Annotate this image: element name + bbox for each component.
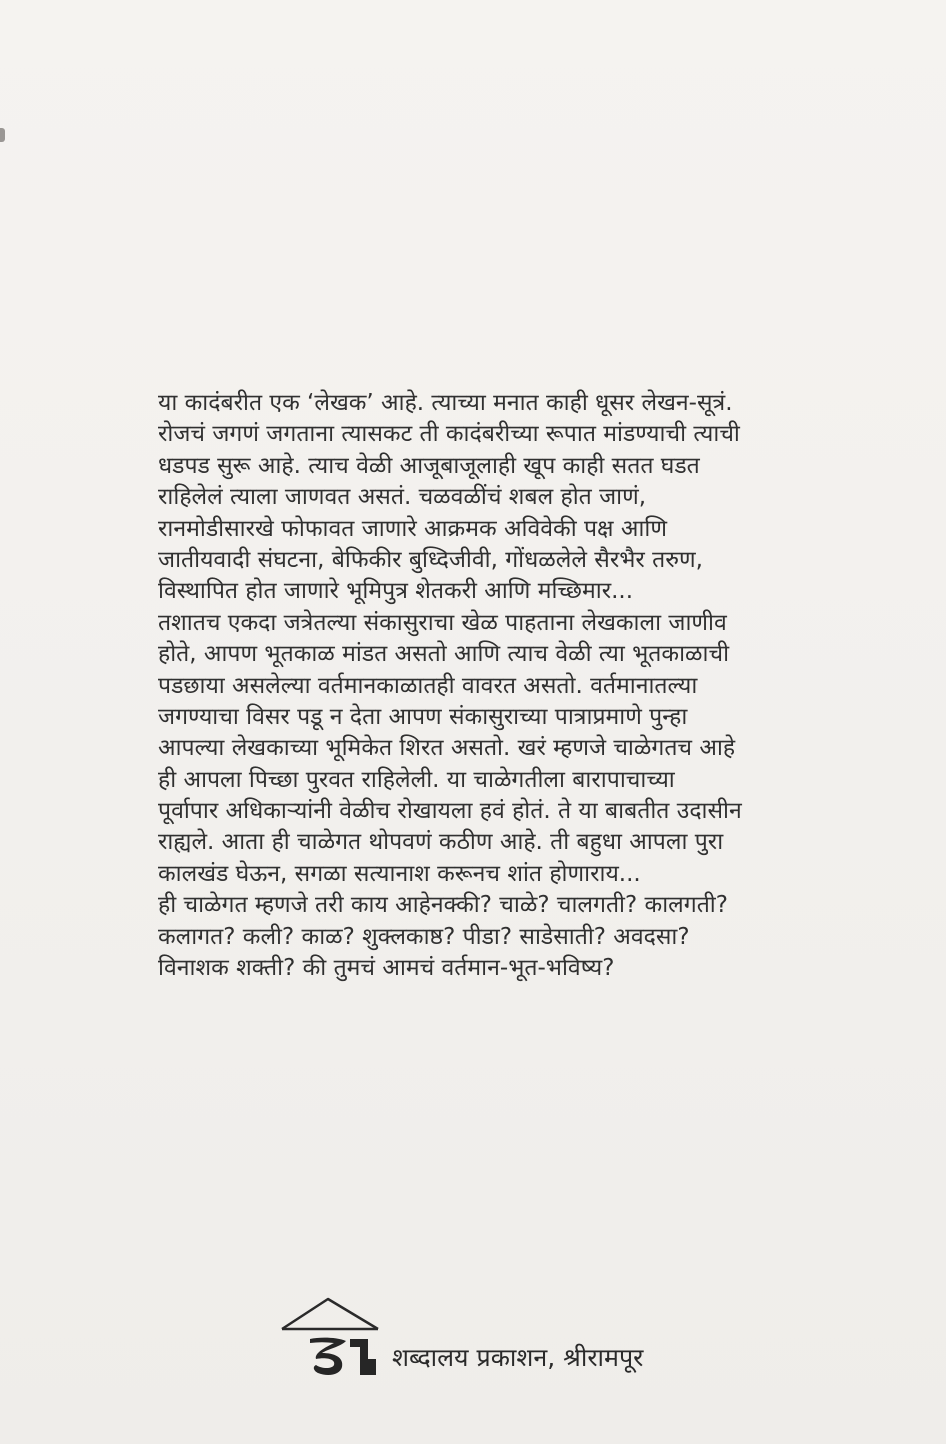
blurb-line: ही आपला पिच्छा पुरवत राहिलेली. या चाळेगतीला बारापाचाच्या: [158, 766, 675, 793]
blurb-text: [158, 388, 888, 984]
blurb-line: या कादंबरीत एक ‘लेखक’ आहे. त्याच्या मनात काही धूसर लेखन-सूत्रं.: [158, 390, 733, 416]
publisher-imprint: [270, 1295, 730, 1385]
blurb-line: रोजचं जगणं जगताना त्यासकट ती कादंबरीच्या रूपात मांडण्याची त्याची: [158, 421, 740, 448]
paper-edge-mark: [0, 128, 5, 142]
blurb-line: पडछाया असलेल्या वर्तमानकाळातही वावरत असतो. वर्तमानातल्या: [158, 672, 698, 699]
blurb-line: जगण्याचा विसर पडू न देता आपण संकासुराच्या पात्राप्रमाणे पुन्हा: [158, 703, 688, 730]
blurb-line: रानमोडीसारखे फोफावत जाणारे आक्रमक अविवेकी पक्ष आणि: [158, 515, 667, 542]
blurb-line: कलागत? कली? काळ? शुक्लकाष्ठ? पीडा? साडेसाती? अवदसा?: [158, 923, 690, 950]
blurb-line: धडपड सुरू आहे. त्याच वेळी आजूबाजूलाही खूप काही सतत घडत: [158, 452, 700, 479]
blurb-line: तशातच एकदा जत्रेतल्या संकासुराचा खेळ पाहताना लेखकाला जाणीव: [158, 609, 727, 636]
blurb-line: आपल्या लेखकाच्या भूमिकेत शिरत असतो. खरं म्हणजे चाळेगतच आहे: [158, 735, 736, 762]
blurb-line: विनाशक शक्ती? की तुमचं आमचं वर्तमान-भूत-भविष्य?: [158, 955, 615, 982]
blurb-line: विस्थापित होत जाणारे भूमिपुत्र शेतकरी आणि मच्छिमार...: [158, 578, 634, 605]
blurb-line: कालखंड घेऊन, सगळा सत्यानाश करूनच शांत होणाराय...: [158, 860, 641, 887]
blurb-line: पूर्वापार अधिकाऱ्यांनी वेळीच रोखायला हवं होतं. ते या बाबतीत उदासीन: [158, 798, 742, 825]
blurb-line: राह्यले. आता ही चाळेगत थोपवणं कठीण आहे. ती बहुधा आपला पुरा: [158, 829, 724, 856]
blurb-line: जातीयवादी संघटना, बेफिकीर बुध्दिजीवी, गोंधळलेले सैरभैर तरुण,: [158, 546, 703, 573]
blurb-line: होते, आपण भूतकाळ मांडत असतो आणि त्याच वेळी त्या भूतकाळाची: [158, 641, 730, 668]
blurb-line: ही चाळेगत म्हणजे तरी काय आहेनक्की? चाळे? चालगती? कालगती?: [158, 892, 728, 919]
shabdalay-house-logo-icon: [270, 1295, 390, 1385]
blurb-line: राहिलेलं त्याला जाणवत असतं. चळवळींचं शबल होत जाणं,: [158, 484, 647, 511]
publisher-name: शब्दालय प्रकाशन, श्रीरामपूर: [392, 1343, 644, 1372]
